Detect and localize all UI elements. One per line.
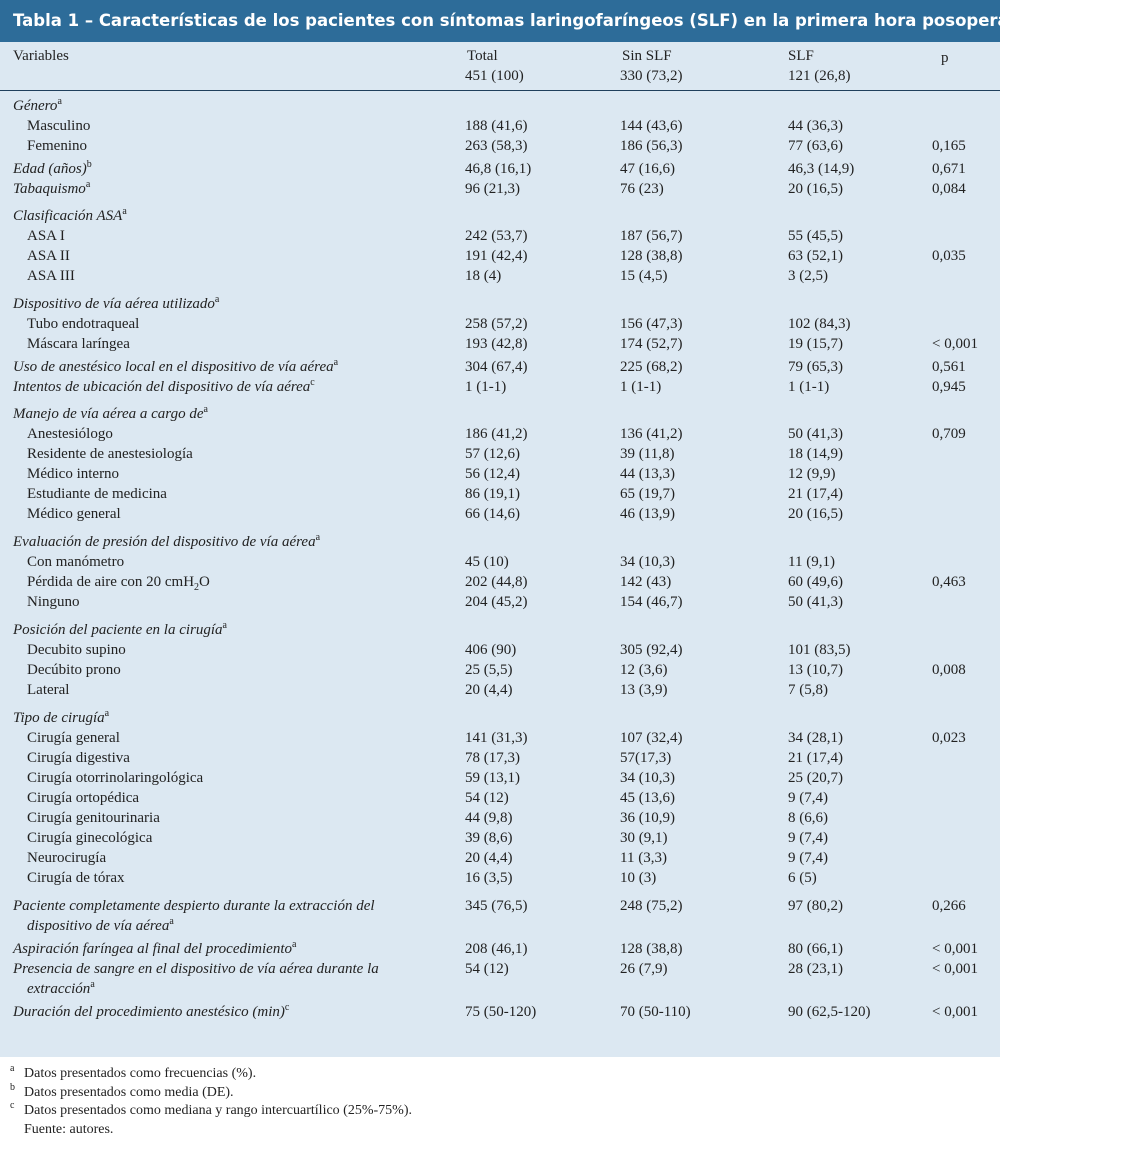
table-row [0,848,1000,868]
cell-total: 16 (3,5) [465,870,513,886]
table-footnotes [10,1065,412,1139]
row-label [27,868,124,888]
table-row [0,424,1000,444]
cell-p: < 0,001 [932,941,978,957]
row-footnote-mark: a [57,96,62,107]
row-label-text: Ninguno [27,594,80,610]
table-row [0,334,1000,354]
row-label [27,848,106,868]
table-row [0,246,1000,266]
cell-total: 242 (53,7) [465,228,528,244]
row-label-subscript: 2 [194,582,200,593]
row-label-text: Máscara laríngea [27,336,130,352]
cell-total: 304 (67,4) [465,359,528,375]
cell-sin-slf: 305 (92,4) [620,642,683,658]
row-label [13,708,109,728]
cell-total: 57 (12,6) [465,446,520,462]
row-footnote-mark: a [169,916,174,927]
table-row [0,768,1000,788]
cell-sin-slf: 47 (16,6) [620,161,675,177]
cell-p: 0,023 [932,730,966,746]
row-label-text: Manejo de vía aérea a cargo de [13,406,204,422]
row-footnote-mark: a [122,206,127,217]
cell-total: 39 (8,6) [465,830,513,846]
cell-p: 0,008 [932,662,966,678]
footnote-a: a Datos presentados como frecuencias (%). [10,1063,257,1081]
cell-sin-slf: 57(17,3) [620,750,672,766]
row-label [27,640,126,660]
footnote-text: Datos presentados como media (DE). [24,1084,234,1100]
cell-slf: 13 (10,7) [788,662,843,678]
cell-sin-slf: 36 (10,9) [620,810,675,826]
cell-slf: 11 (9,1) [788,554,835,570]
row-label [27,504,121,524]
cell-total: 406 (90) [465,642,517,658]
row-label-text: Dispositivo de vía aérea utilizado [13,296,215,312]
cell-sin-slf: 225 (68,2) [620,359,683,375]
row-label-text: Decúbito prono [27,662,121,678]
row-footnote-mark: a [292,939,297,950]
cell-sin-slf: 248 (75,2) [620,898,683,914]
table-title: Tabla 1 – Características de los pacientes con síntomas laringofaríngeos (SLF) en la primera hora posoperatoria (n = 451) [0,0,1000,42]
row-label-text: Cirugía de tórax [27,870,125,886]
table-row [0,979,1000,999]
cell-slf: 28 (23,1) [788,961,843,977]
table-row [0,552,1000,572]
cell-sin-slf: 44 (13,3) [620,466,675,482]
row-label-text: Tubo endotraqueal [27,316,140,332]
cell-slf: 12 (9,9) [788,466,836,482]
cell-total: 193 (42,8) [465,336,528,352]
table-row [0,96,1000,116]
cell-total: 54 (12) [465,790,509,806]
table-row [0,708,1000,728]
cell-slf: 9 (7,4) [788,790,828,806]
table-row [0,464,1000,484]
cell-slf: 60 (49,6) [788,574,843,590]
cell-slf: 79 (65,3) [788,359,843,375]
cell-slf: 20 (16,5) [788,181,843,197]
row-label-text: Tabaquismo [13,181,86,197]
row-label-tail: O [199,574,210,590]
cell-slf: 18 (14,9) [788,446,843,462]
table-row [0,136,1000,156]
cell-p: < 0,001 [932,1004,978,1020]
cell-total: 86 (19,1) [465,486,520,502]
cell-p: 0,671 [932,161,966,177]
cell-sin-slf: 128 (38,8) [620,248,683,264]
row-label-text: Cirugía otorrinolaringológica [27,770,204,786]
table-row [0,660,1000,680]
row-footnote-mark: a [214,294,220,305]
row-label [27,788,139,808]
row-label-text: Edad (años) [13,161,87,177]
cell-p: 0,709 [932,426,966,442]
row-footnote-mark: c [284,1002,290,1013]
cell-total: 66 (14,6) [465,506,520,522]
cell-slf: 21 (17,4) [788,486,843,502]
row-label-text: Evaluación de presión del dispositivo de vía aérea [13,534,316,550]
table-row [0,572,1000,592]
cell-total: 45 (10) [465,554,509,570]
table-row [0,808,1000,828]
cell-total: 75 (50-120) [465,1004,537,1020]
footnote-text: Datos presentados como mediana y rango intercuartílico (25%-75%). [24,1103,412,1118]
table-row [0,592,1000,612]
cell-slf: 3 (2,5) [788,268,828,284]
cell-sin-slf: 30 (9,1) [620,830,668,846]
cell-sin-slf: 46 (13,9) [620,506,675,522]
table-row [0,748,1000,768]
table-row [0,116,1000,136]
row-label-text: Con manómetro [27,554,125,570]
cell-sin-slf: 13 (3,9) [620,682,668,698]
table-row [0,294,1000,314]
table-row [0,532,1000,552]
footnote-source: Fuente: autores. [24,1121,114,1137]
row-label-text: Neurocirugía [27,850,107,866]
row-label [27,464,119,484]
row-label-text: Posición del paciente en la cirugía [13,622,223,638]
cell-sin-slf: 76 (23) [620,181,664,197]
table-row [0,640,1000,660]
row-label [13,620,227,640]
header-slf: SLF [788,48,814,64]
row-label [27,660,121,680]
row-label-text: Femenino [27,138,87,154]
cell-p: < 0,001 [932,961,978,977]
cell-sin-slf: 39 (11,8) [620,446,675,462]
row-label [27,424,113,444]
row-footnote-mark: a [90,979,95,990]
cell-sin-slf: 26 (7,9) [620,961,668,977]
table-row [0,504,1000,524]
row-label [27,828,152,848]
cell-slf: 6 (5) [788,870,817,886]
cell-slf: 19 (15,7) [788,336,843,352]
table-row [0,959,1000,979]
row-label [13,959,379,979]
footnote-c: c Datos presentados como mediana y rango intercuartílico (25%-75%). [10,1100,412,1118]
table-row [0,404,1000,424]
cell-p: 0,945 [932,379,966,395]
header-total-n: 451 (100) [465,68,524,84]
cell-total: 345 (76,5) [465,898,528,914]
cell-total: 59 (13,1) [465,770,520,786]
cell-total: 96 (21,3) [465,181,520,197]
cell-slf: 102 (84,3) [788,316,851,332]
cell-total: 191 (42,4) [465,248,528,264]
cell-sin-slf: 65 (19,7) [620,486,675,502]
cell-sin-slf: 70 (50-110) [620,1004,691,1020]
row-label [13,96,62,116]
row-label-text: dispositivo de vía aérea [27,918,170,934]
cell-slf: 34 (28,1) [788,730,843,746]
cell-total: 202 (44,8) [465,574,528,590]
cell-sin-slf: 34 (10,3) [620,770,675,786]
cell-total: 18 (4) [465,268,502,284]
row-label [27,680,69,700]
cell-slf: 77 (63,6) [788,138,843,154]
cell-slf: 46,3 (14,9) [788,161,855,177]
cell-sin-slf: 136 (41,2) [620,426,683,442]
row-label [13,159,92,179]
cell-total: 258 (57,2) [465,316,528,332]
data-table [0,42,1000,1057]
cell-sin-slf: 10 (3) [620,870,657,886]
cell-sin-slf: 34 (10,3) [620,554,675,570]
row-label-text: Decubito supino [27,642,126,658]
cell-total: 25 (5,5) [465,662,513,678]
cell-total: 204 (45,2) [465,594,528,610]
table-row [0,159,1000,179]
table-row [0,896,1000,916]
cell-total: 1 (1-1) [465,379,507,395]
row-label [27,334,130,354]
row-footnote-mark: a [203,404,208,415]
cell-total: 46,8 (16,1) [465,161,532,177]
header-slf-n: 121 (26,8) [788,68,851,84]
row-label [27,808,160,828]
cell-slf: 50 (41,3) [788,426,843,442]
row-label-text: Paciente completamente despierto durante la extracción del [13,898,375,914]
row-footnote-mark: c [310,377,315,388]
row-label [13,939,296,959]
cell-total: 263 (58,3) [465,138,528,154]
table-row [0,828,1000,848]
cell-total: 54 (12) [465,961,509,977]
cell-total: 44 (9,8) [465,810,513,826]
cell-slf: 1 (1-1) [788,379,830,395]
cell-p: 0,084 [932,181,966,197]
row-label [27,768,203,788]
cell-sin-slf: 186 (56,3) [620,138,683,154]
table-row [0,314,1000,334]
row-footnote-mark: a [104,708,110,719]
row-label-text: extracción [27,981,91,997]
row-label [13,404,208,424]
header-divider [0,90,1000,91]
row-label [27,116,90,136]
cell-sin-slf: 107 (32,4) [620,730,683,746]
table-row [0,444,1000,464]
row-label [27,246,70,266]
row-label-text: Estudiante de medicina [27,486,167,502]
header-p: p [941,50,949,66]
row-label [27,226,65,246]
row-label-text: Género [13,98,58,114]
row-label-text: Intentos de ubicación del dispositivo de vía aérea [13,379,311,395]
cell-sin-slf: 174 (52,7) [620,336,683,352]
row-label [27,484,167,504]
cell-slf: 63 (52,1) [788,248,843,264]
header-variables: Variables [13,48,69,64]
row-label [27,136,87,156]
row-label [27,266,75,286]
row-footnote-mark: a [222,620,227,631]
row-label-text: Masculino [27,118,91,134]
row-label [27,314,139,334]
cell-total: 20 (4,4) [465,850,513,866]
cell-p: 0,463 [932,574,966,590]
cell-slf: 55 (45,5) [788,228,843,244]
row-label-text: Uso de anestésico local en el dispositivo de vía aérea [13,359,334,375]
row-footnote-mark: b [86,159,92,170]
cell-slf: 44 (36,3) [788,118,843,134]
row-label-text: Aspiración faríngea al final del procedimiento [13,941,292,957]
table-row [0,868,1000,888]
row-label [27,748,130,768]
row-footnote-mark: a [85,179,91,190]
cell-slf: 9 (7,4) [788,850,828,866]
cell-slf: 7 (5,8) [788,682,828,698]
row-label-text: ASA III [27,268,75,284]
cell-slf: 20 (16,5) [788,506,843,522]
cell-total: 56 (12,4) [465,466,520,482]
row-label-text: Anestesiólogo [27,426,113,442]
cell-slf: 80 (66,1) [788,941,843,957]
footnote-b: b Datos presentados como media (DE). [10,1081,234,1100]
row-label [27,552,124,572]
cell-slf: 9 (7,4) [788,830,828,846]
row-label-text: Médico interno [27,466,120,482]
row-label [13,294,219,314]
row-label [13,357,338,377]
row-label-text: Tipo de cirugía [13,710,105,726]
table-row [0,680,1000,700]
row-label [13,377,315,397]
table-row [0,206,1000,226]
row-label-text: Cirugía digestiva [27,750,130,766]
row-label [27,728,120,748]
cell-sin-slf: 142 (43) [620,574,672,590]
row-label [13,206,127,226]
cell-slf: 50 (41,3) [788,594,843,610]
table-row [0,226,1000,246]
row-label-text: Cirugía genitourinaria [27,810,160,826]
header-total: Total [467,48,498,64]
table-row [0,1002,1000,1022]
cell-sin-slf: 144 (43,6) [620,118,683,134]
row-label-text: Residente de anestesiología [27,446,193,462]
cell-slf: 8 (6,6) [788,810,828,826]
cell-p: 0,266 [932,898,966,914]
row-footnote-mark: a [333,357,339,368]
cell-sin-slf: 156 (47,3) [620,316,683,332]
row-label [13,896,375,916]
cell-sin-slf: 12 (3,6) [620,662,668,678]
table-row [0,916,1000,936]
header-sin-slf-n: 330 (73,2) [620,68,683,84]
table-row [0,484,1000,504]
row-label-text: Pérdida de aire con 20 cmH [27,574,195,590]
cell-sin-slf: 128 (38,8) [620,941,683,957]
cell-p: < 0,001 [932,336,978,352]
cell-slf: 90 (62,5-120) [788,1004,871,1020]
cell-sin-slf: 154 (46,7) [620,594,683,610]
cell-sin-slf: 1 (1-1) [620,379,662,395]
cell-sin-slf: 45 (13,6) [620,790,675,806]
cell-sin-slf: 187 (56,7) [620,228,683,244]
table-row [0,179,1000,199]
row-label-text: Presencia de sangre en el dispositivo de vía aérea durante la [13,961,379,977]
row-label-text: Cirugía general [27,730,120,746]
row-label-text: Médico general [27,506,121,522]
row-label-text: ASA I [27,228,65,244]
header-sin-slf: Sin SLF [622,48,672,64]
row-label [13,179,90,199]
table-row [0,788,1000,808]
row-label-text: Lateral [27,682,70,698]
cell-slf: 101 (83,5) [788,642,851,658]
table-row [0,266,1000,286]
table-row [0,357,1000,377]
row-label [27,916,174,936]
cell-sin-slf: 15 (4,5) [620,268,668,284]
cell-total: 208 (46,1) [465,941,528,957]
footnote-text: Datos presentados como frecuencias (%). [24,1066,257,1081]
cell-total: 141 (31,3) [465,730,528,746]
row-footnote-mark: a [315,532,321,543]
row-label-text: Duración del procedimiento anestésico (min) [13,1004,285,1020]
row-label-text: Cirugía ginecológica [27,830,153,846]
row-label [13,1002,289,1022]
row-label-text: Cirugía ortopédica [27,790,140,806]
cell-slf: 25 (20,7) [788,770,843,786]
cell-sin-slf: 11 (3,3) [620,850,667,866]
cell-total: 186 (41,2) [465,426,528,442]
table-row [0,939,1000,959]
cell-total: 20 (4,4) [465,682,513,698]
cell-p: 0,035 [932,248,966,264]
row-label-text: Clasificación ASA [13,208,123,224]
table-row [0,728,1000,748]
row-label [27,572,210,592]
row-label [27,592,80,612]
row-label [13,532,320,552]
row-label [27,444,193,464]
cell-slf: 97 (80,2) [788,898,843,914]
table-row [0,377,1000,397]
cell-total: 78 (17,3) [465,750,520,766]
cell-p: 0,561 [932,359,966,375]
cell-p: 0,165 [932,138,966,154]
row-label [27,979,95,999]
row-label-text: ASA II [27,248,70,264]
table-row [0,620,1000,640]
cell-slf: 21 (17,4) [788,750,843,766]
cell-total: 188 (41,6) [465,118,528,134]
